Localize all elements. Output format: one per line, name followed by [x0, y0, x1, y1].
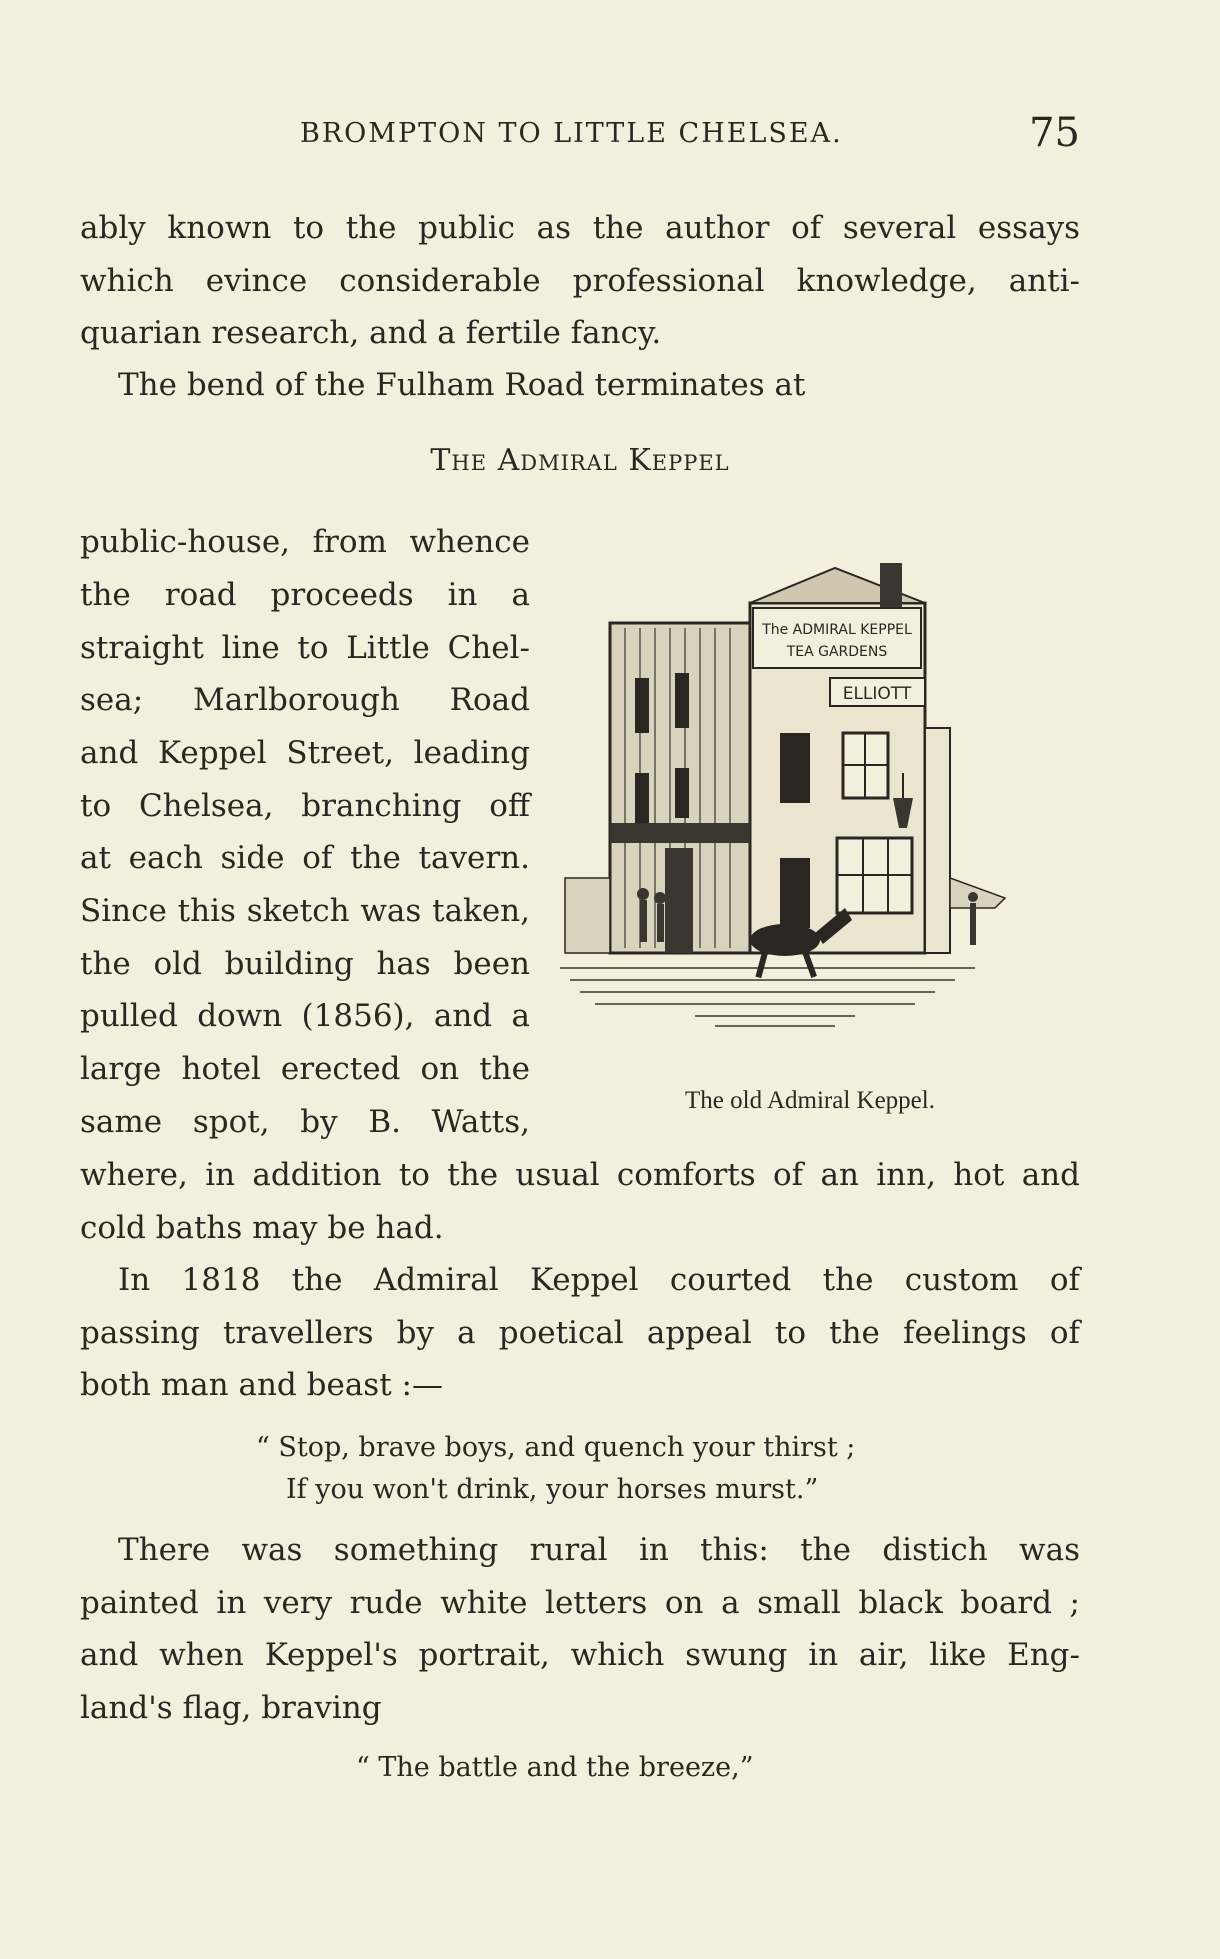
admiral-keppel-illustration [555, 548, 1055, 1068]
text-line: same spot, by B. Watts, [80, 1104, 530, 1140]
sign-elliott: ELLIOTT [842, 684, 912, 704]
text-line: and Keppel Street, leading [80, 735, 530, 771]
text-line: sea; Marlborough Road [80, 682, 530, 718]
running-head: BROMPTON TO LITTLE CHELSEA. [300, 118, 843, 149]
text-line: where, in addition to the usual comforts of an inn, hot and [80, 1157, 1080, 1193]
text-line: There was something rural in this: the distich was [118, 1532, 1080, 1568]
illustration-caption: The old Admiral Keppel. [685, 1087, 935, 1114]
text-line: passing travellers by a poetical appeal to the feelings of [80, 1315, 1080, 1351]
text-line: large hotel erected on the [80, 1051, 530, 1087]
text-line: the old building has been [80, 946, 530, 982]
text-line: painted in very rude white letters on a small black board ; [80, 1585, 1080, 1621]
text-line: cold baths may be had. [80, 1210, 444, 1246]
page-header [80, 110, 1080, 160]
quote-line: “ The battle and the breeze,” [356, 1752, 754, 1783]
text-line: the road proceeds in a [80, 577, 530, 613]
verse-line: If you won't drink, your horses murst.” [286, 1474, 819, 1505]
text-line: In 1818 the Admiral Keppel courted the custom of [118, 1262, 1080, 1298]
text-line: land's flag, braving [80, 1690, 382, 1726]
sign-admiral-keppel: The ADMIRAL KEPPEL [762, 622, 912, 638]
text-line: public-house, from whence [80, 524, 530, 560]
section-heading: The Admiral Keppel [430, 443, 730, 478]
verse-line: “ Stop, brave boys, and quench your thirst ; [256, 1432, 856, 1463]
text-line: pulled down (1856), and a [80, 998, 530, 1034]
text-line: to Chelsea, branching off [80, 788, 530, 824]
text-line: ably known to the public as the author of several essays [80, 210, 1080, 246]
text-line: The bend of the Fulham Road terminates at [118, 367, 806, 403]
text-line: Since this sketch was taken, [80, 893, 530, 929]
text-line: at each side of the tavern. [80, 840, 530, 876]
page-number: 75 [1029, 110, 1080, 156]
text-line: quarian research, and a fertile fancy. [80, 315, 662, 351]
text-line: straight line to Little Chel- [80, 630, 530, 666]
text-line: which evince considerable professional knowledge, anti- [80, 263, 1080, 299]
sign-tea-gardens: TEA GARDENS [786, 644, 888, 660]
text-line: and when Keppel's portrait, which swung in air, like Eng- [80, 1637, 1080, 1673]
text-line: both man and beast :— [80, 1367, 443, 1403]
